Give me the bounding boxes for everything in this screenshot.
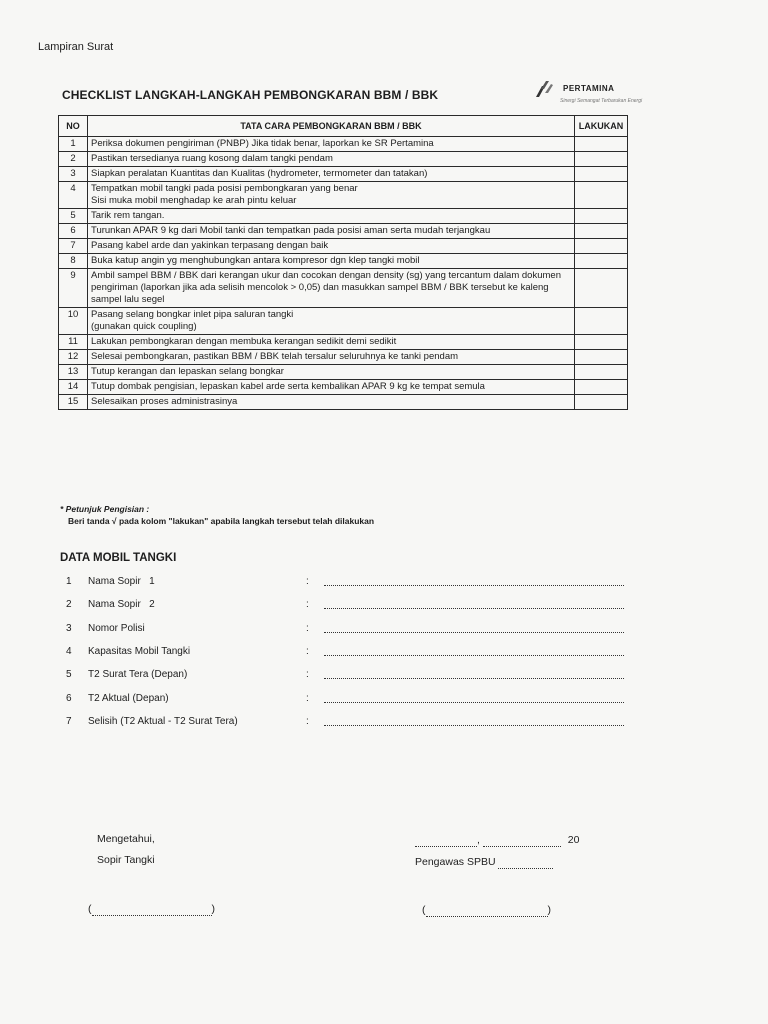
table-header-row bbox=[59, 116, 628, 137]
field-colon: : bbox=[306, 599, 309, 611]
check-cell[interactable] bbox=[575, 335, 628, 350]
check-cell[interactable] bbox=[575, 380, 628, 395]
check-cell[interactable] bbox=[575, 350, 628, 365]
data-field-row bbox=[66, 693, 626, 709]
step-number: 6 bbox=[59, 224, 88, 239]
attachment-label: Lampiran Surat bbox=[38, 41, 114, 53]
step-description: Turunkan APAR 9 kg dari Mobil tanki dan tempatkan pada posisi aman serta mudah terjangkau bbox=[88, 224, 575, 239]
field-number: 4 bbox=[66, 645, 72, 657]
field-fill-line[interactable] bbox=[324, 608, 624, 609]
acknowledged-label: Mengetahui, bbox=[97, 833, 155, 845]
pertamina-logo bbox=[530, 78, 643, 112]
check-cell[interactable] bbox=[575, 224, 628, 239]
step-description: Tutup kerangan dan lepaskan selang bongkar bbox=[88, 365, 575, 380]
filling-instructions bbox=[60, 503, 374, 527]
field-label: Kapasitas Mobil Tangki bbox=[88, 645, 191, 657]
step-number: 1 bbox=[59, 137, 88, 152]
step-description: Siapkan peralatan Kuantitas dan Kualitas (hydrometer, termometer dan tatakan) bbox=[88, 167, 575, 182]
data-field-row bbox=[66, 576, 626, 592]
data-field-row bbox=[66, 646, 626, 662]
close-paren-2: ) bbox=[547, 904, 551, 916]
check-cell[interactable] bbox=[575, 239, 628, 254]
instructions-heading: * Petunjuk Pengisian : bbox=[60, 504, 150, 514]
step-number: 7 bbox=[59, 239, 88, 254]
step-number: 3 bbox=[59, 167, 88, 182]
field-fill-line[interactable] bbox=[324, 632, 624, 633]
data-section-title: DATA MOBIL TANGKI bbox=[60, 552, 177, 564]
field-number: 1 bbox=[66, 576, 72, 587]
table-row bbox=[59, 350, 628, 365]
step-description: Lakukan pembongkaran dengan membuka kerangan sedikit demi sedikit bbox=[88, 335, 575, 350]
table-row bbox=[59, 182, 628, 209]
date-line[interactable]: , 20 bbox=[415, 834, 579, 847]
step-number: 4 bbox=[59, 182, 88, 209]
step-description: Periksa dokumen pengiriman (PNBP) Jika tidak benar, laporkan ke SR Pertamina bbox=[88, 137, 575, 152]
step-number: 8 bbox=[59, 254, 88, 269]
field-colon: : bbox=[306, 622, 309, 634]
field-number: 3 bbox=[66, 622, 72, 634]
year-prefix: 20 bbox=[567, 834, 580, 846]
signature-dots-2 bbox=[426, 904, 548, 917]
close-paren: ) bbox=[211, 903, 215, 915]
check-cell[interactable] bbox=[575, 308, 628, 335]
table-row bbox=[59, 380, 628, 395]
data-field-row bbox=[66, 599, 626, 615]
check-cell[interactable] bbox=[575, 182, 628, 209]
step-description: Ambil sampel BBM / BBK dari kerangan ukur dan cocokan dengan density (sg) yang tercantum dalam dokumen pengiriman (laporkan jika ada selisih mencolok > 0,05) dan masukkan sampel BBM / BBK tersebut ke kaleng sampel lalu segel bbox=[88, 269, 575, 308]
step-number: 15 bbox=[59, 395, 88, 410]
driver-label: Sopir Tangki bbox=[97, 854, 155, 866]
step-description: Buka katup angin yg menghubungkan antara kompresor dgn klep tangki mobil bbox=[88, 254, 575, 269]
step-number: 10 bbox=[59, 308, 88, 335]
open-paren: ( bbox=[88, 903, 92, 915]
field-colon: : bbox=[306, 715, 309, 727]
open-paren-2: ( bbox=[422, 904, 426, 916]
check-cell[interactable] bbox=[575, 269, 628, 308]
check-cell[interactable] bbox=[575, 167, 628, 182]
check-cell[interactable] bbox=[575, 365, 628, 380]
step-description: Selesai pembongkaran, pastikan BBM / BBK telah tersalur seluruhnya ke tanki pendam bbox=[88, 350, 575, 365]
logo-tagline: Sinergi Semangat Terbarukan Energi bbox=[560, 98, 643, 104]
field-label: Nomor Polisi bbox=[88, 622, 145, 634]
step-description: Tempatkan mobil tangki pada posisi pembongkaran yang benar Sisi muka mobil menghadap ke arah pintu keluar bbox=[88, 182, 575, 209]
supervisor-line bbox=[415, 856, 553, 869]
field-number: 7 bbox=[66, 715, 72, 727]
table-row bbox=[59, 308, 628, 335]
step-number: 14 bbox=[59, 380, 88, 395]
date-day-dots bbox=[415, 834, 477, 847]
supervisor-signature-line[interactable] bbox=[422, 904, 551, 917]
data-field-row bbox=[66, 669, 626, 685]
table-row bbox=[59, 209, 628, 224]
field-fill-line[interactable] bbox=[324, 678, 624, 679]
step-description: Selesaikan proses administrasinya bbox=[88, 395, 575, 410]
table-row bbox=[59, 335, 628, 350]
field-number: 5 bbox=[66, 669, 72, 681]
step-number: 11 bbox=[59, 335, 88, 350]
field-fill-line[interactable] bbox=[324, 585, 624, 586]
field-label: T2 Surat Tera (Depan) bbox=[88, 669, 188, 681]
data-field-row bbox=[66, 623, 626, 639]
check-cell[interactable] bbox=[575, 395, 628, 410]
step-description: Tarik rem tangan. bbox=[88, 209, 575, 224]
supervisor-dots bbox=[498, 856, 553, 869]
checklist-table bbox=[58, 115, 628, 410]
step-number: 2 bbox=[59, 152, 88, 167]
step-description: Pasang selang bongkar inlet pipa saluran tangki (gunakan quick coupling) bbox=[88, 308, 575, 335]
step-number: 13 bbox=[59, 365, 88, 380]
supervisor-label: Pengawas SPBU bbox=[415, 856, 496, 868]
table-row bbox=[59, 395, 628, 410]
instructions-body: Beri tanda √ pada kolom "lakukan" apabila langkah tersebut telah dilakukan bbox=[68, 516, 375, 526]
page-title: CHECKLIST LANGKAH-LANGKAH PEMBONGKARAN BBM / BBK bbox=[62, 88, 439, 102]
step-description: Pasang kabel arde dan yakinkan terpasang dengan baik bbox=[88, 239, 575, 254]
table-row bbox=[59, 239, 628, 254]
driver-signature-line[interactable] bbox=[88, 903, 215, 916]
field-label: T2 Aktual (Depan) bbox=[88, 692, 169, 704]
table-row bbox=[59, 137, 628, 152]
table-row bbox=[59, 254, 628, 269]
field-colon: : bbox=[306, 692, 309, 704]
checklist-body bbox=[59, 137, 628, 410]
field-colon: : bbox=[306, 576, 309, 587]
field-label: Selisih (T2 Aktual - T2 Surat Tera) bbox=[88, 715, 238, 727]
date-month-dots bbox=[483, 834, 561, 847]
logo-name: PERTAMINA bbox=[563, 84, 615, 93]
field-number: 6 bbox=[66, 692, 72, 704]
field-fill-line[interactable] bbox=[324, 725, 624, 726]
field-label: Nama Sopir 1 bbox=[88, 576, 155, 587]
check-cell[interactable] bbox=[575, 209, 628, 224]
table-row bbox=[59, 167, 628, 182]
pertamina-logo-icon bbox=[532, 80, 554, 98]
signature-dots bbox=[92, 903, 212, 916]
field-colon: : bbox=[306, 645, 309, 657]
header-steps: TATA CARA PEMBONGKARAN BBM / BBK bbox=[88, 116, 575, 137]
step-description: Tutup dombak pengisian, lepaskan kabel arde serta kembalikan APAR 9 kg ke tempat semula bbox=[88, 380, 575, 395]
field-fill-line[interactable] bbox=[324, 702, 624, 703]
field-fill-line[interactable] bbox=[324, 655, 624, 656]
field-colon: : bbox=[306, 669, 309, 681]
check-cell[interactable] bbox=[575, 254, 628, 269]
step-number: 5 bbox=[59, 209, 88, 224]
table-row bbox=[59, 152, 628, 167]
step-number: 9 bbox=[59, 269, 88, 308]
data-field-row bbox=[66, 716, 626, 732]
check-cell[interactable] bbox=[575, 152, 628, 167]
table-row bbox=[59, 365, 628, 380]
field-number: 2 bbox=[66, 599, 72, 611]
table-row bbox=[59, 224, 628, 239]
header-check: LAKUKAN bbox=[575, 116, 628, 137]
step-description: Pastikan tersedianya ruang kosong dalam tangki pendam bbox=[88, 152, 575, 167]
field-label: Nama Sopir 2 bbox=[88, 599, 155, 611]
table-row bbox=[59, 269, 628, 308]
header-no: NO bbox=[59, 116, 88, 137]
step-number: 12 bbox=[59, 350, 88, 365]
check-cell[interactable] bbox=[575, 137, 628, 152]
